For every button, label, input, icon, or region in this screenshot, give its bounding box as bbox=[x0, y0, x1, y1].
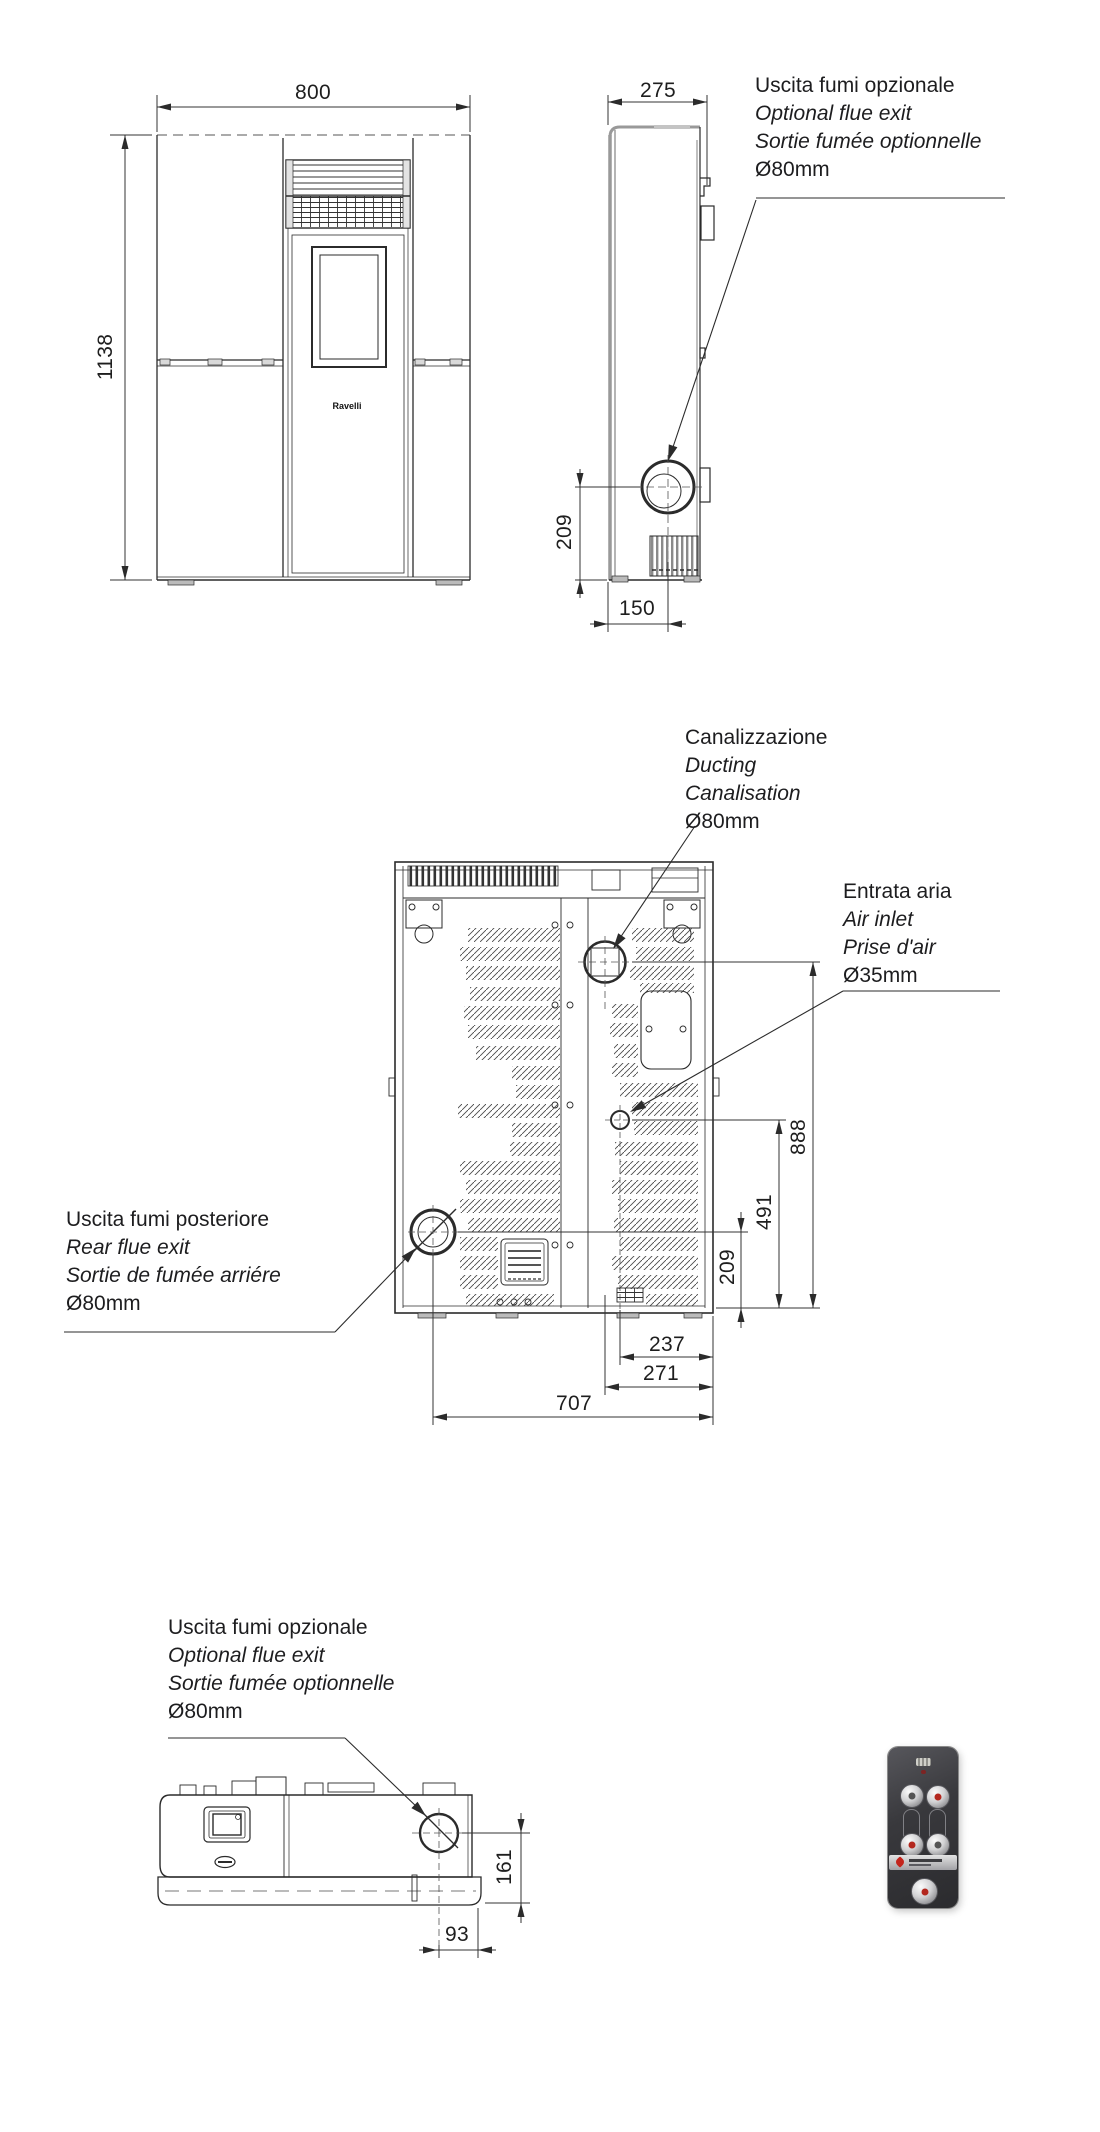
annotation-line: Ø35mm bbox=[843, 964, 918, 987]
brand-text-bar bbox=[909, 1864, 931, 1866]
dim-rear-air-offset: 237 bbox=[649, 1333, 685, 1356]
dim-front-height: 1138 bbox=[94, 333, 117, 381]
dim-front-width: 800 bbox=[295, 81, 331, 104]
button-glyph-icon bbox=[935, 1842, 942, 1849]
rear-vent-hatching-left bbox=[458, 928, 560, 1306]
annotation-rear-flue bbox=[66, 1206, 281, 1318]
button-glyph-icon bbox=[909, 1842, 916, 1849]
annotation-line: Rear flue exit bbox=[66, 1236, 190, 1259]
annotation-line: Uscita fumi opzionale bbox=[168, 1616, 368, 1639]
annotation-line: Sortie de fumée arriére bbox=[66, 1264, 281, 1287]
top-view bbox=[158, 1777, 481, 1945]
annotation-line: Optional flue exit bbox=[755, 102, 912, 125]
top-view-dimensions bbox=[419, 1813, 530, 1958]
brand-text-bar bbox=[909, 1859, 942, 1862]
annotation-line: Sortie fumée optionnelle bbox=[755, 130, 982, 153]
annotation-line: Ø80mm bbox=[755, 158, 830, 181]
annotation-air-inlet bbox=[843, 878, 952, 990]
door-brand-logo: Ravelli bbox=[332, 401, 362, 411]
front-grille bbox=[286, 160, 410, 228]
top-view-display bbox=[204, 1807, 250, 1842]
leader-optional-flue-bottom bbox=[168, 1738, 426, 1816]
front-view bbox=[157, 135, 470, 585]
side-view bbox=[609, 125, 714, 582]
remote-button-top-left bbox=[900, 1784, 924, 1808]
leader-optional-flue-top bbox=[668, 198, 1005, 461]
annotation-line: Canalisation bbox=[685, 782, 801, 805]
annotation-line: Canalizzazione bbox=[685, 726, 828, 749]
annotation-line: Prise d'air bbox=[843, 936, 936, 959]
button-glyph-icon bbox=[935, 1794, 942, 1801]
dim-rear-duct-offset: 271 bbox=[643, 1362, 679, 1385]
remote-button-top-right bbox=[926, 1785, 950, 1809]
dim-top-flue-depth: 161 bbox=[493, 1849, 516, 1885]
annotation-optional-flue-top bbox=[755, 72, 981, 184]
remote-button-bottom-right bbox=[926, 1833, 950, 1857]
dim-rear-air-height: 491 bbox=[753, 1194, 776, 1230]
annotation-optional-flue-bottom bbox=[168, 1614, 394, 1726]
annotation-line: Uscita fumi posteriore bbox=[66, 1208, 270, 1231]
ducting-port bbox=[578, 936, 632, 1010]
annotation-line: Ducting bbox=[685, 754, 757, 777]
ir-window-icon bbox=[916, 1758, 931, 1766]
dim-rear-duct-height: 888 bbox=[787, 1119, 810, 1155]
annotation-line: Entrata aria bbox=[843, 880, 952, 903]
annotation-line: Ø80mm bbox=[685, 810, 760, 833]
rear-louver-grille bbox=[501, 1239, 548, 1285]
dim-side-flue-setback: 150 bbox=[619, 597, 655, 620]
dim-side-depth: 275 bbox=[640, 79, 676, 102]
annotation-line: Air inlet bbox=[843, 908, 914, 931]
rear-vent-hatching-right bbox=[610, 928, 698, 1306]
dim-rear-flue-height: 209 bbox=[716, 1249, 739, 1285]
annotation-line: Sortie fumée optionnelle bbox=[168, 1672, 395, 1695]
button-glyph-icon bbox=[909, 1793, 916, 1800]
annotation-ducting bbox=[685, 724, 827, 836]
dim-rear-flue-offset: 707 bbox=[556, 1392, 592, 1415]
dim-side-flue-height: 209 bbox=[553, 514, 576, 550]
flame-logo-icon bbox=[894, 1856, 905, 1867]
remote-button-bottom-left bbox=[900, 1833, 924, 1857]
rear-bracket-left bbox=[406, 900, 442, 943]
annotation-line: Ø80mm bbox=[66, 1292, 141, 1315]
dim-top-flue-offset: 93 bbox=[445, 1923, 469, 1946]
remote-control bbox=[888, 1747, 958, 1908]
remote-brand-band bbox=[889, 1855, 957, 1870]
annotation-line: Optional flue exit bbox=[168, 1644, 325, 1667]
ir-led-icon bbox=[921, 1770, 926, 1774]
annotation-line: Ø80mm bbox=[168, 1700, 243, 1723]
annotation-line: Uscita fumi opzionale bbox=[755, 74, 955, 97]
remote-button-power bbox=[911, 1878, 938, 1905]
button-glyph-icon bbox=[921, 1888, 928, 1895]
